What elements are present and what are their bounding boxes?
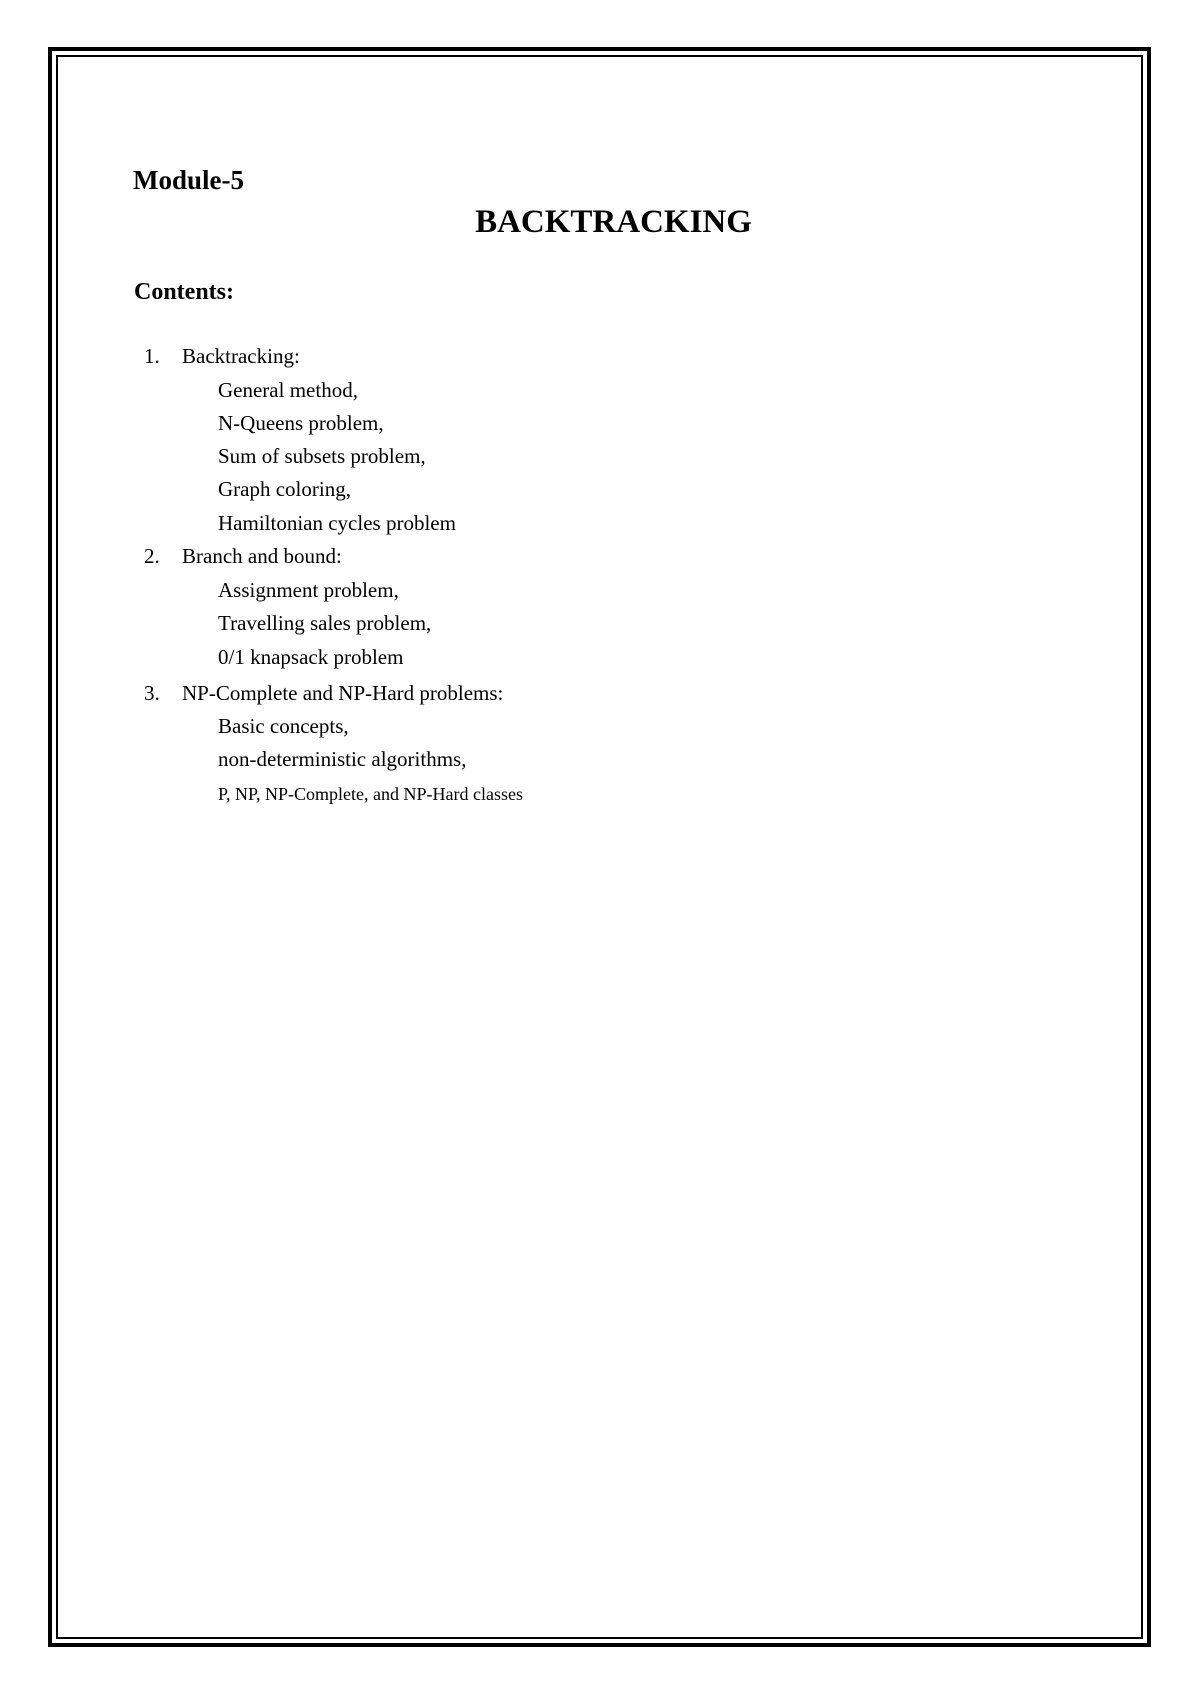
list-item: Hamiltonian cycles problem (218, 511, 456, 535)
page-title: BACKTRACKING (475, 204, 752, 240)
list-item: Sum of subsets problem, (218, 444, 426, 468)
section-label: Backtracking: (182, 344, 300, 368)
contents-heading: Contents: (134, 279, 234, 305)
list-item: 0/1 knapsack problem (218, 645, 404, 669)
list-item: General method, (218, 378, 358, 402)
section-label: Branch and bound: (182, 544, 342, 568)
section-number: 3. (144, 681, 160, 705)
list-item: Travelling sales problem, (218, 611, 432, 635)
module-label: Module-5 (133, 165, 244, 195)
section-number: 1. (144, 344, 160, 368)
list-item: Graph coloring, (218, 477, 351, 501)
list-item: P, NP, NP-Complete, and NP-Hard classes (218, 784, 523, 804)
list-item: N-Queens problem, (218, 411, 384, 435)
list-item: Assignment problem, (218, 578, 399, 602)
list-item: Basic concepts, (218, 714, 349, 738)
section-number: 2. (144, 544, 160, 568)
section-label: NP-Complete and NP-Hard problems: (182, 681, 504, 705)
list-item: non-deterministic algorithms, (218, 747, 467, 771)
